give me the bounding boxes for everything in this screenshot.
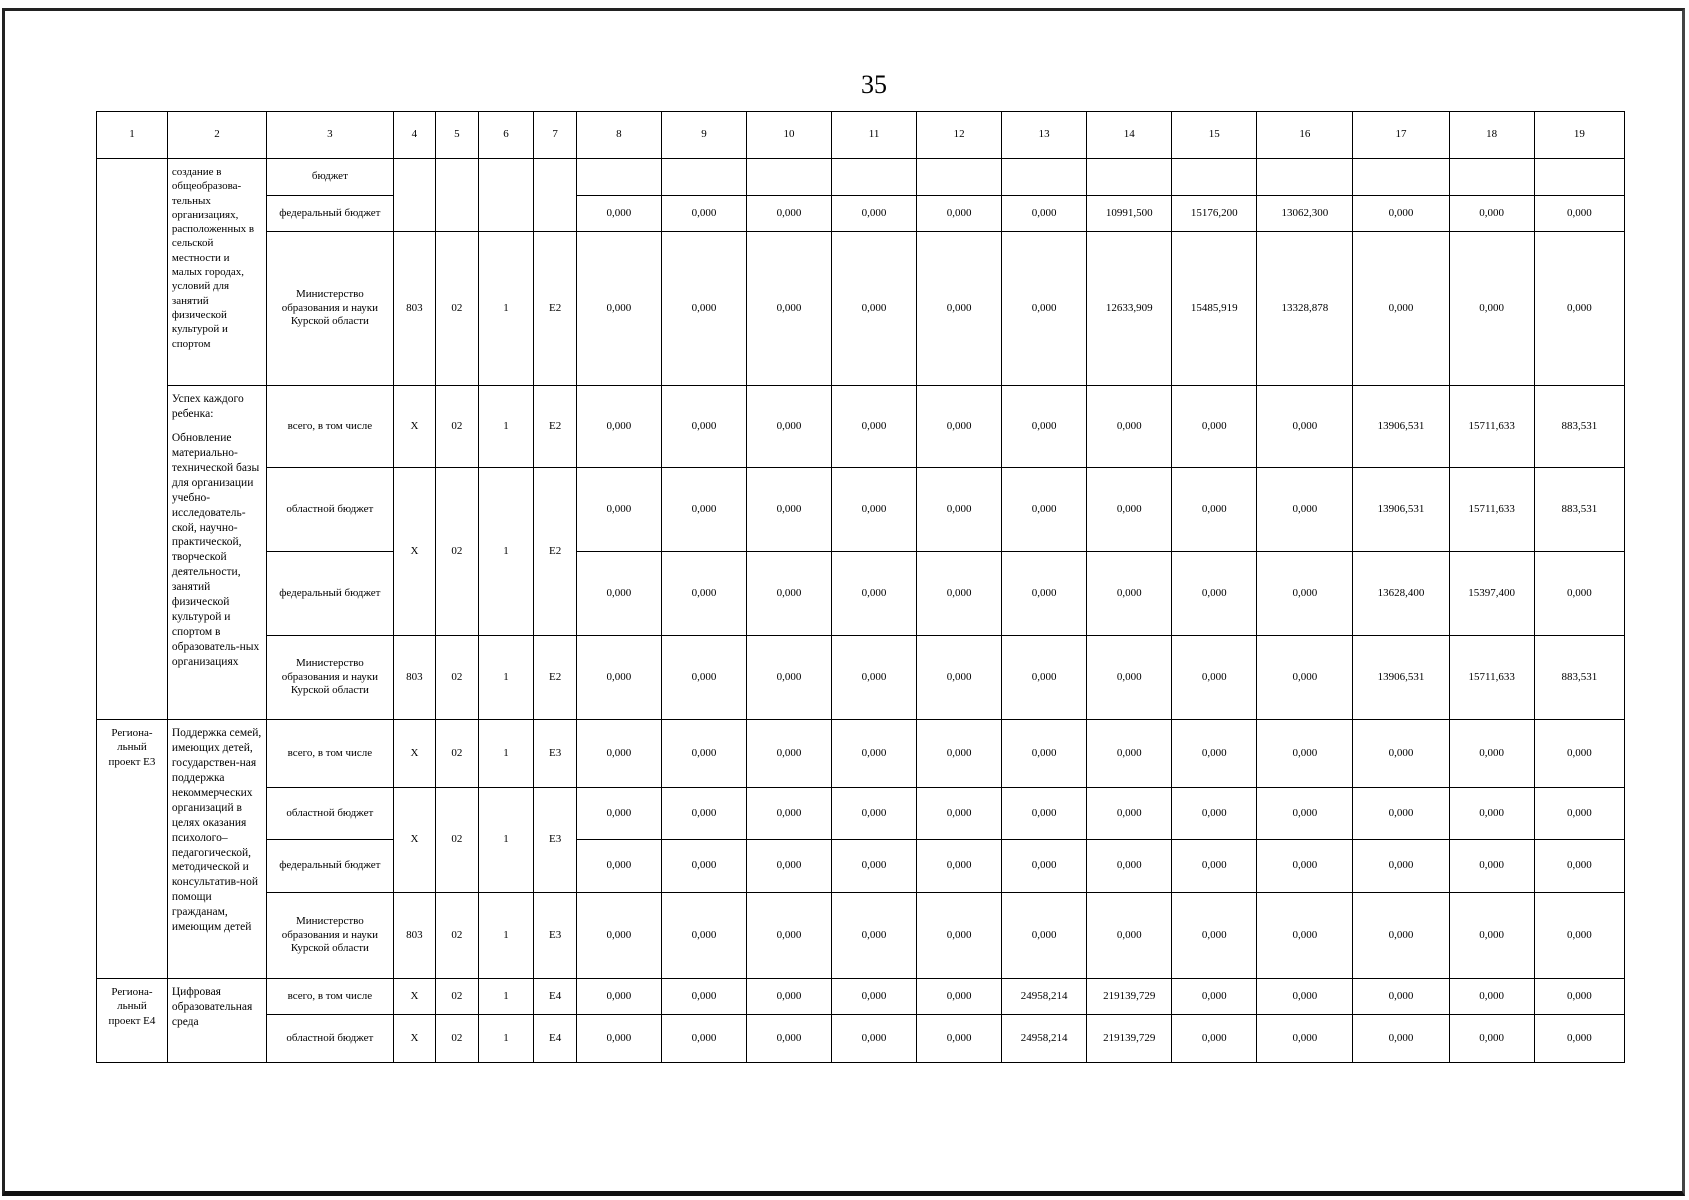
code-cell: 1 (478, 1015, 534, 1063)
value-cell: 0,000 (1257, 979, 1353, 1015)
code-cell: 1 (478, 636, 534, 720)
value-cell: 0,000 (661, 636, 746, 720)
value-cell: 0,000 (917, 788, 1002, 840)
value-cell: 219139,729 (1087, 1015, 1172, 1063)
value-cell: 0,000 (1353, 196, 1449, 232)
value-cell: 0,000 (1534, 979, 1624, 1015)
value-cell: 0,000 (1449, 720, 1534, 788)
funding-label: областной бюджет (267, 468, 394, 552)
value-cell: 0,000 (746, 636, 831, 720)
value-cell: 0,000 (1257, 788, 1353, 840)
value-cell: 0,000 (1449, 232, 1534, 386)
value-cell: 883,531 (1534, 636, 1624, 720)
value-cell: 0,000 (576, 893, 661, 979)
code-cell: 1 (478, 788, 534, 893)
value-cell: 0,000 (661, 788, 746, 840)
header-cell: 13 (1002, 112, 1087, 159)
value-cell: 0,000 (661, 468, 746, 552)
value-cell: 0,000 (917, 552, 1002, 636)
value-cell: 0,000 (1534, 720, 1624, 788)
value-cell: 0,000 (1002, 788, 1087, 840)
value-cell: 0,000 (1087, 788, 1172, 840)
value-cell: 0,000 (746, 552, 831, 636)
value-cell (576, 159, 661, 196)
code-cell: X (393, 386, 436, 468)
value-cell: 10991,500 (1087, 196, 1172, 232)
funding-label: всего, в том числе (267, 720, 394, 788)
value-cell: 0,000 (1002, 893, 1087, 979)
header-cell: 19 (1534, 112, 1624, 159)
value-cell: 0,000 (576, 979, 661, 1015)
value-cell: 0,000 (1087, 386, 1172, 468)
table-row (97, 788, 1625, 840)
value-cell: 0,000 (576, 386, 661, 468)
header-cell: 14 (1087, 112, 1172, 159)
table-row (97, 720, 1625, 788)
code-cell (436, 159, 479, 232)
value-cell (1002, 159, 1087, 196)
value-cell: 0,000 (661, 720, 746, 788)
measure-text: Обновление материально-технической базы для организации учебно-исследователь-ской, научно-практической, творческой деятельности, занятий физической культурой и спортом в образователь-ных организациях (171, 431, 260, 668)
value-cell: 0,000 (1172, 979, 1257, 1015)
value-cell: 0,000 (1172, 1015, 1257, 1063)
value-cell: 0,000 (917, 232, 1002, 386)
value-cell: 0,000 (1534, 788, 1624, 840)
code-cell: 1 (478, 893, 534, 979)
budget-table (96, 111, 1625, 1063)
value-cell: 0,000 (832, 196, 917, 232)
funding-label: всего, в том числе (267, 979, 394, 1015)
value-cell: 0,000 (746, 979, 831, 1015)
value-cell: 0,000 (832, 979, 917, 1015)
value-cell: 0,000 (1002, 636, 1087, 720)
table-row (97, 552, 1625, 636)
funding-label: областной бюджет (267, 788, 394, 840)
value-cell: 0,000 (746, 232, 831, 386)
table-row (97, 232, 1625, 386)
value-cell: 0,000 (576, 196, 661, 232)
value-cell: 0,000 (1257, 636, 1353, 720)
value-cell: 0,000 (661, 840, 746, 893)
value-cell: 0,000 (576, 1015, 661, 1063)
value-cell (917, 159, 1002, 196)
code-cell: E2 (534, 636, 577, 720)
value-cell: 15711,633 (1449, 386, 1534, 468)
value-cell: 0,000 (917, 720, 1002, 788)
value-cell: 13906,531 (1353, 386, 1449, 468)
code-cell: 803 (393, 893, 436, 979)
value-cell: 0,000 (661, 1015, 746, 1063)
value-cell: 0,000 (1002, 196, 1087, 232)
measure-title: Успех каждого ребенка: (171, 393, 244, 420)
value-cell: 0,000 (576, 840, 661, 893)
code-cell: 02 (436, 232, 479, 386)
header-cell: 7 (534, 112, 577, 159)
code-cell: 02 (436, 468, 479, 636)
value-cell: 0,000 (832, 893, 917, 979)
code-cell: 02 (436, 788, 479, 893)
value-cell: 0,000 (917, 468, 1002, 552)
value-cell: 0,000 (1449, 979, 1534, 1015)
code-cell: E3 (534, 788, 577, 893)
code-cell (393, 159, 436, 232)
value-cell: 0,000 (832, 232, 917, 386)
value-cell: 0,000 (832, 720, 917, 788)
value-cell: 0,000 (1353, 720, 1449, 788)
value-cell: 0,000 (1172, 788, 1257, 840)
value-cell: 0,000 (746, 840, 831, 893)
value-cell: 0,000 (1002, 468, 1087, 552)
value-cell: 13328,878 (1257, 232, 1353, 386)
header-cell: 17 (1353, 112, 1449, 159)
value-cell: 0,000 (1534, 1015, 1624, 1063)
funding-label: Министерство образования и науки Курской области (267, 636, 394, 720)
value-cell: 13906,531 (1353, 468, 1449, 552)
measure-description: Поддержка семей, имеющих детей, государствен-ная поддержка некоммерческих организаций в целях оказания психолого–педагогической, методической и консультатив-ной помощи гражданам, имеющим детей (167, 720, 266, 979)
header-cell: 4 (393, 112, 436, 159)
value-cell (1087, 159, 1172, 196)
value-cell (746, 159, 831, 196)
code-cell: 1 (478, 720, 534, 788)
code-cell: 803 (393, 636, 436, 720)
value-cell: 15176,200 (1172, 196, 1257, 232)
header-cell: 8 (576, 112, 661, 159)
page-number: 35 (861, 70, 887, 99)
funding-label: Министерство образования и науки Курской области (267, 893, 394, 979)
table-row (97, 196, 1625, 232)
project-cell-empty (97, 159, 168, 720)
code-cell (534, 159, 577, 232)
value-cell: 0,000 (1257, 1015, 1353, 1063)
value-cell: 0,000 (1257, 893, 1353, 979)
funding-label: бюджет (267, 159, 394, 196)
value-cell: 0,000 (832, 840, 917, 893)
header-cell: 5 (436, 112, 479, 159)
value-cell: 0,000 (661, 232, 746, 386)
value-cell: 0,000 (1534, 232, 1624, 386)
code-cell: E3 (534, 720, 577, 788)
code-cell: X (393, 1015, 436, 1063)
value-cell (1353, 159, 1449, 196)
value-cell: 0,000 (746, 893, 831, 979)
value-cell: 0,000 (1087, 552, 1172, 636)
value-cell: 0,000 (661, 196, 746, 232)
code-cell: E4 (534, 1015, 577, 1063)
value-cell: 0,000 (1534, 893, 1624, 979)
value-cell: 0,000 (1172, 893, 1257, 979)
value-cell: 0,000 (1449, 196, 1534, 232)
code-cell: 1 (478, 468, 534, 636)
value-cell: 0,000 (661, 386, 746, 468)
value-cell: 0,000 (917, 1015, 1002, 1063)
value-cell: 0,000 (661, 552, 746, 636)
value-cell: 0,000 (1353, 840, 1449, 893)
project-cell: Регионa-льный проект E4 (97, 979, 168, 1063)
value-cell: 0,000 (746, 196, 831, 232)
code-cell: X (393, 788, 436, 893)
value-cell: 0,000 (661, 979, 746, 1015)
value-cell: 0,000 (1534, 552, 1624, 636)
value-cell: 0,000 (1172, 386, 1257, 468)
value-cell: 0,000 (1172, 840, 1257, 893)
value-cell: 0,000 (1087, 893, 1172, 979)
header-cell: 3 (267, 112, 394, 159)
value-cell: 0,000 (832, 1015, 917, 1063)
value-cell: 0,000 (832, 788, 917, 840)
value-cell: 15397,400 (1449, 552, 1534, 636)
value-cell: 0,000 (917, 386, 1002, 468)
value-cell: 0,000 (1449, 1015, 1534, 1063)
table-row (97, 1015, 1625, 1063)
value-cell: 0,000 (1002, 552, 1087, 636)
value-cell: 0,000 (917, 840, 1002, 893)
funding-label: областной бюджет (267, 1015, 394, 1063)
header-cell: 12 (917, 112, 1002, 159)
code-cell: E2 (534, 232, 577, 386)
value-cell: 0,000 (917, 893, 1002, 979)
value-cell: 0,000 (1353, 893, 1449, 979)
value-cell: 0,000 (917, 979, 1002, 1015)
funding-label: всего, в том числе (267, 386, 394, 468)
header-cell: 10 (746, 112, 831, 159)
value-cell: 13062,300 (1257, 196, 1353, 232)
value-cell: 0,000 (1449, 788, 1534, 840)
value-cell: 219139,729 (1087, 979, 1172, 1015)
table-row (97, 386, 1625, 468)
header-cell: 2 (167, 112, 266, 159)
value-cell: 12633,909 (1087, 232, 1172, 386)
table-row (97, 893, 1625, 979)
value-cell: 0,000 (1353, 232, 1449, 386)
value-cell: 0,000 (1087, 636, 1172, 720)
value-cell (1172, 159, 1257, 196)
code-cell: X (393, 979, 436, 1015)
value-cell: 0,000 (746, 720, 831, 788)
header-cell: 1 (97, 112, 168, 159)
value-cell: 0,000 (576, 636, 661, 720)
value-cell: 15711,633 (1449, 468, 1534, 552)
code-cell: 1 (478, 979, 534, 1015)
value-cell: 0,000 (917, 196, 1002, 232)
value-cell: 0,000 (1257, 468, 1353, 552)
code-cell: 02 (436, 1015, 479, 1063)
measure-description: создание в общеобразова-тельных организациях, расположенных в сельской местности и малых городах, условий для занятий физической культурой и спортом (167, 159, 266, 386)
table-row (97, 636, 1625, 720)
value-cell: 0,000 (1087, 720, 1172, 788)
header-cell: 9 (661, 112, 746, 159)
value-cell: 0,000 (576, 552, 661, 636)
value-cell: 15711,633 (1449, 636, 1534, 720)
header-row (97, 112, 1625, 159)
measure-description (167, 386, 266, 720)
header-cell: 11 (832, 112, 917, 159)
value-cell: 0,000 (1257, 386, 1353, 468)
code-cell: 02 (436, 720, 479, 788)
code-cell: E4 (534, 979, 577, 1015)
value-cell: 0,000 (576, 468, 661, 552)
value-cell: 0,000 (746, 386, 831, 468)
value-cell: 15485,919 (1172, 232, 1257, 386)
value-cell: 0,000 (1353, 979, 1449, 1015)
code-cell: E3 (534, 893, 577, 979)
value-cell: 0,000 (746, 788, 831, 840)
code-cell: 803 (393, 232, 436, 386)
code-cell: E2 (534, 468, 577, 636)
code-cell: 02 (436, 636, 479, 720)
value-cell: 0,000 (1172, 468, 1257, 552)
value-cell: 0,000 (1449, 893, 1534, 979)
value-cell: 0,000 (1172, 720, 1257, 788)
funding-label: Министерство образования и науки Курской области (267, 232, 394, 386)
value-cell: 13906,531 (1353, 636, 1449, 720)
value-cell (1449, 159, 1534, 196)
value-cell: 0,000 (746, 468, 831, 552)
table-row (97, 468, 1625, 552)
code-cell (478, 159, 534, 232)
value-cell: 0,000 (1172, 552, 1257, 636)
header-cell: 6 (478, 112, 534, 159)
table-row (97, 979, 1625, 1015)
code-cell: X (393, 720, 436, 788)
value-cell: 0,000 (1002, 840, 1087, 893)
code-cell: X (393, 468, 436, 636)
funding-label: федеральный бюджет (267, 552, 394, 636)
code-cell: 1 (478, 386, 534, 468)
code-cell: 02 (436, 386, 479, 468)
code-cell: 02 (436, 979, 479, 1015)
code-cell: 02 (436, 893, 479, 979)
value-cell: 0,000 (1257, 552, 1353, 636)
value-cell: 24958,214 (1002, 979, 1087, 1015)
value-cell: 0,000 (1257, 840, 1353, 893)
value-cell: 0,000 (1534, 840, 1624, 893)
value-cell: 0,000 (1257, 720, 1353, 788)
code-cell: 1 (478, 232, 534, 386)
measure-description: Цифровая образовательная среда (167, 979, 266, 1063)
value-cell: 0,000 (1087, 840, 1172, 893)
value-cell: 24958,214 (1002, 1015, 1087, 1063)
value-cell (1534, 159, 1624, 196)
value-cell: 0,000 (576, 720, 661, 788)
value-cell: 0,000 (576, 232, 661, 386)
project-cell: Регионa-льный проект E3 (97, 720, 168, 979)
table-row (97, 840, 1625, 893)
value-cell: 0,000 (832, 386, 917, 468)
value-cell: 0,000 (1087, 468, 1172, 552)
value-cell: 0,000 (917, 636, 1002, 720)
value-cell: 0,000 (1449, 840, 1534, 893)
value-cell: 0,000 (661, 893, 746, 979)
value-cell: 883,531 (1534, 468, 1624, 552)
value-cell: 0,000 (1172, 636, 1257, 720)
funding-label: федеральный бюджет (267, 196, 394, 232)
value-cell: 0,000 (1353, 788, 1449, 840)
value-cell: 0,000 (1002, 386, 1087, 468)
value-cell: 0,000 (832, 468, 917, 552)
value-cell (661, 159, 746, 196)
value-cell: 0,000 (1534, 196, 1624, 232)
value-cell: 0,000 (832, 552, 917, 636)
header-cell: 18 (1449, 112, 1534, 159)
value-cell: 13628,400 (1353, 552, 1449, 636)
funding-label: федеральный бюджет (267, 840, 394, 893)
value-cell (832, 159, 917, 196)
code-cell: E2 (534, 386, 577, 468)
value-cell (1257, 159, 1353, 196)
table-row (97, 159, 1625, 196)
value-cell: 0,000 (576, 788, 661, 840)
header-cell: 15 (1172, 112, 1257, 159)
value-cell: 0,000 (832, 636, 917, 720)
value-cell: 0,000 (1002, 232, 1087, 386)
value-cell: 883,531 (1534, 386, 1624, 468)
header-cell: 16 (1257, 112, 1353, 159)
value-cell: 0,000 (1353, 1015, 1449, 1063)
value-cell: 0,000 (746, 1015, 831, 1063)
value-cell: 0,000 (1002, 720, 1087, 788)
